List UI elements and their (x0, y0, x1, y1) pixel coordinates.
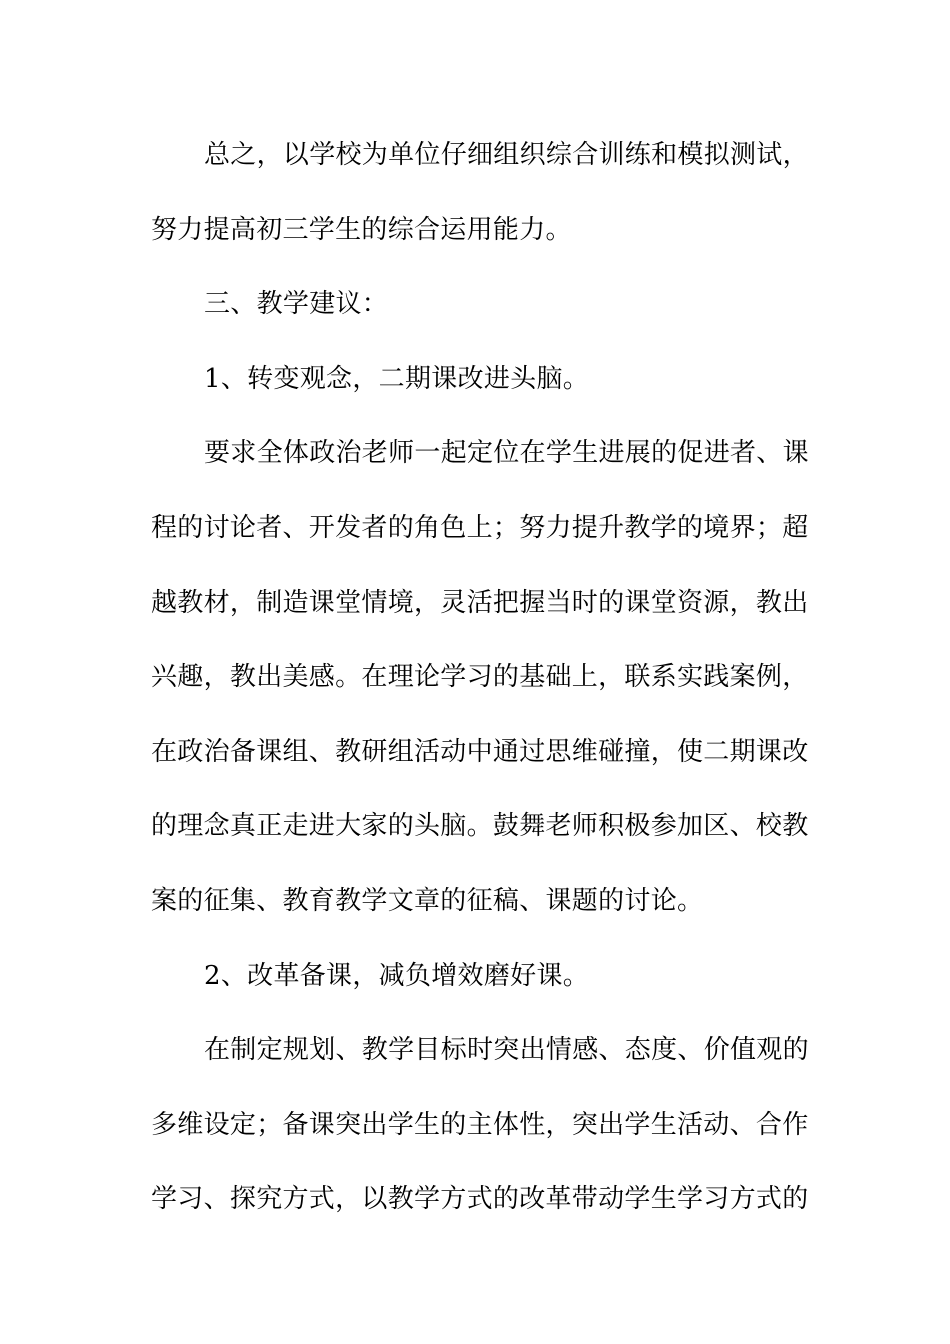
text-line: 要求全体政治老师一起定位在学生进展的促进者、课 (204, 438, 809, 469)
text-line: 案的征集、教育教学文章的征稿、课题的讨论。 (151, 885, 704, 916)
text-line: 在制定规划、教学目标时突出情感、态度、价值观的 (204, 1035, 809, 1066)
text-line: 兴趣，教出美感。在理论学习的基础上，联系实践案例， (151, 662, 809, 693)
text-line: 总之，以学校为单位仔细组织综合训练和模拟测试， (204, 140, 809, 170)
subsection-heading: 1、转变观念，二期课改进头脑。 (204, 363, 590, 394)
subsection-heading: 2、改革备课，减负增效磨好课。 (204, 960, 590, 991)
section-heading: 三、教学建议： (204, 289, 389, 320)
text-line: 在政治备课组、教研组活动中通过思维碰撞，使二期课改 (151, 736, 809, 767)
text-line: 学习、探究方式，以教学方式的改革带动学生学习方式的 (151, 1184, 809, 1215)
document-body (151, 130, 809, 1249)
text-line: 努力提高初三学生的综合运用能力。 (151, 214, 572, 245)
text-line: 多维设定；备课突出学生的主体性，突出学生活动、合作 (151, 1109, 809, 1140)
text-line: 的理念真正走进大家的头脑。鼓舞老师积极参加区、校教 (151, 811, 809, 842)
text-line: 越教材，制造课堂情境，灵活把握当时的课堂资源，教出 (151, 587, 809, 618)
text-line: 程的讨论者、开发者的角色上；努力提升教学的境界；超 (151, 512, 809, 543)
